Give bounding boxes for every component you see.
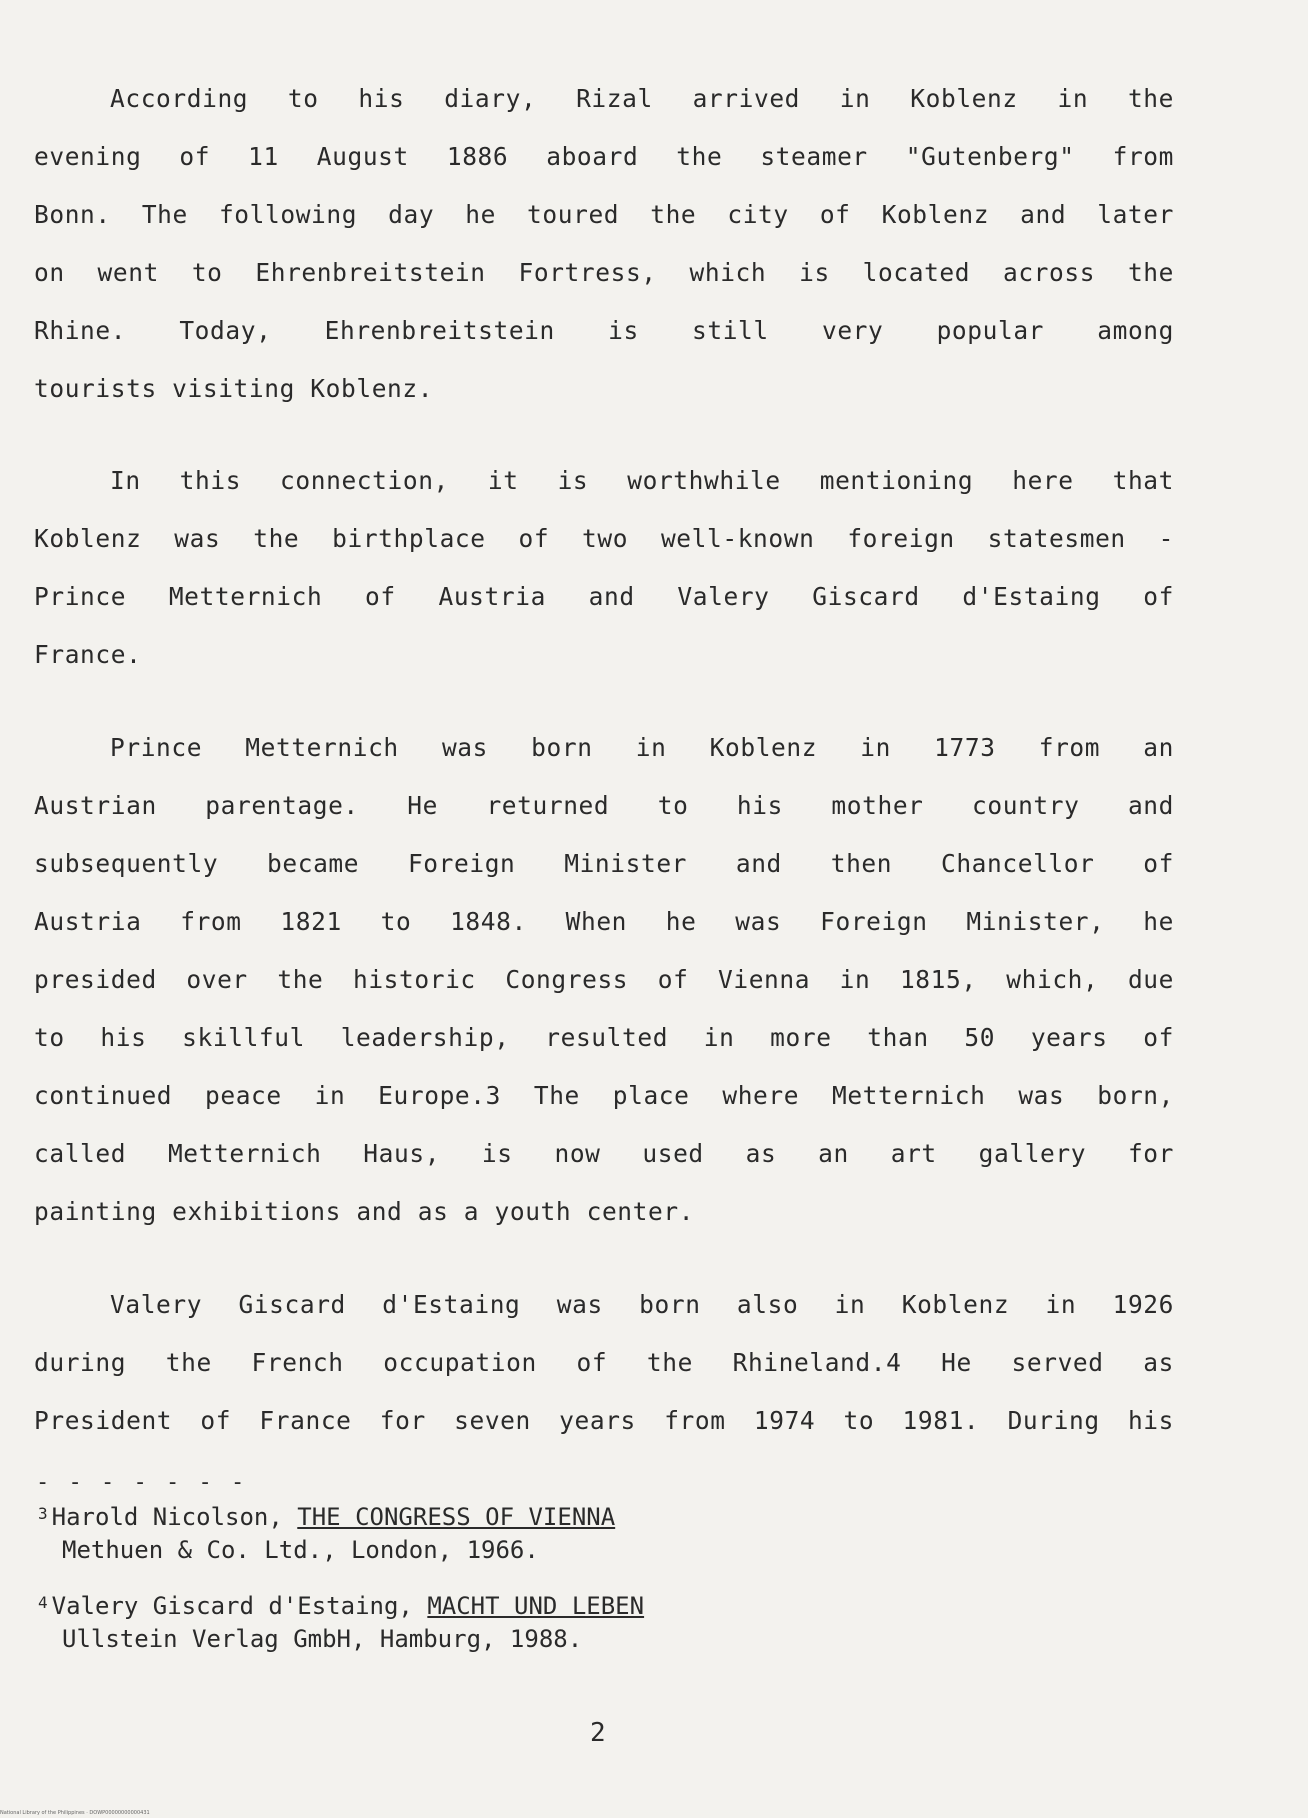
footnote-3 xyxy=(38,1497,615,1567)
text-line: to his skillful leadership, resulted in more than 50 years of xyxy=(34,1023,1174,1052)
text-line: Valery Giscard d'Estaing was born also in Koblenz in 1926 xyxy=(110,1290,1174,1319)
text-line: President of France for seven years from 1974 to 1981. During his xyxy=(34,1406,1174,1435)
text-line: on went to Ehrenbreitstein Fortress, which is located across the xyxy=(34,258,1174,287)
text-line: In this connection, it is worthwhile mentioning here that xyxy=(110,466,1174,495)
text-line: Koblenz was the birthplace of two well-known foreign statesmen - xyxy=(34,524,1174,553)
footnote-separator: - - - - - - - xyxy=(36,1470,248,1495)
text-line: Prince Metternich was born in Koblenz in 1773 from an xyxy=(110,733,1174,762)
footnote-publisher: Ullstein Verlag GmbH, Hamburg, 1988. xyxy=(62,1625,583,1653)
text-line: painting exhibitions and as a youth center. xyxy=(34,1197,695,1226)
text-line: France. xyxy=(34,640,142,669)
text-line: presided over the historic Congress of Vienna in 1815, which, due xyxy=(34,965,1174,994)
paragraph-rizal-koblenz xyxy=(34,70,1174,418)
footnote-number: 3 xyxy=(38,1504,48,1523)
text-line: subsequently became Foreign Minister and then Chancellor of xyxy=(34,849,1174,878)
text-line: evening of 11 August 1886 aboard the steamer "Gutenberg" from xyxy=(34,142,1174,171)
text-line: continued peace in Europe.3 The place where Metternich was born, xyxy=(34,1081,1174,1110)
text-line: tourists visiting Koblenz. xyxy=(34,374,434,403)
text-line: Prince Metternich of Austria and Valery Giscard d'Estaing of xyxy=(34,582,1174,611)
page-number: 2 xyxy=(590,1718,606,1748)
footnote-4 xyxy=(38,1586,644,1656)
footnote-title: THE CONGRESS OF VIENNA xyxy=(297,1503,616,1531)
footnote-number: 4 xyxy=(38,1593,48,1612)
text-line: Rhine. Today, Ehrenbreitstein is still very popular among xyxy=(34,316,1174,345)
paragraph-metternich xyxy=(34,719,1174,1241)
paragraph-birthplace xyxy=(34,452,1174,684)
text-line: called Metternich Haus, is now used as an art gallery for xyxy=(34,1139,1174,1168)
paragraph-giscard xyxy=(34,1276,1174,1450)
text-line: According to his diary, Rizal arrived in Koblenz in the xyxy=(110,84,1174,113)
text-line: Bonn. The following day he toured the city of Koblenz and later xyxy=(34,200,1174,229)
footnote-publisher: Methuen & Co. Ltd., London, 1966. xyxy=(62,1536,539,1564)
text-line: Austrian parentage. He returned to his mother country and xyxy=(34,791,1174,820)
footnote-author: Harold Nicolson, xyxy=(51,1503,298,1531)
text-line: Austria from 1821 to 1848. When he was Foreign Minister, he xyxy=(34,907,1174,936)
text-line: during the French occupation of the Rhineland.4 He served as xyxy=(34,1348,1174,1377)
footnote-title: MACHT UND LEBEN xyxy=(427,1592,645,1620)
archive-caption: National Library of the Philippines · DOWP00000000000431 xyxy=(0,1810,150,1816)
footnote-author: Valery Giscard d'Estaing, xyxy=(51,1592,428,1620)
